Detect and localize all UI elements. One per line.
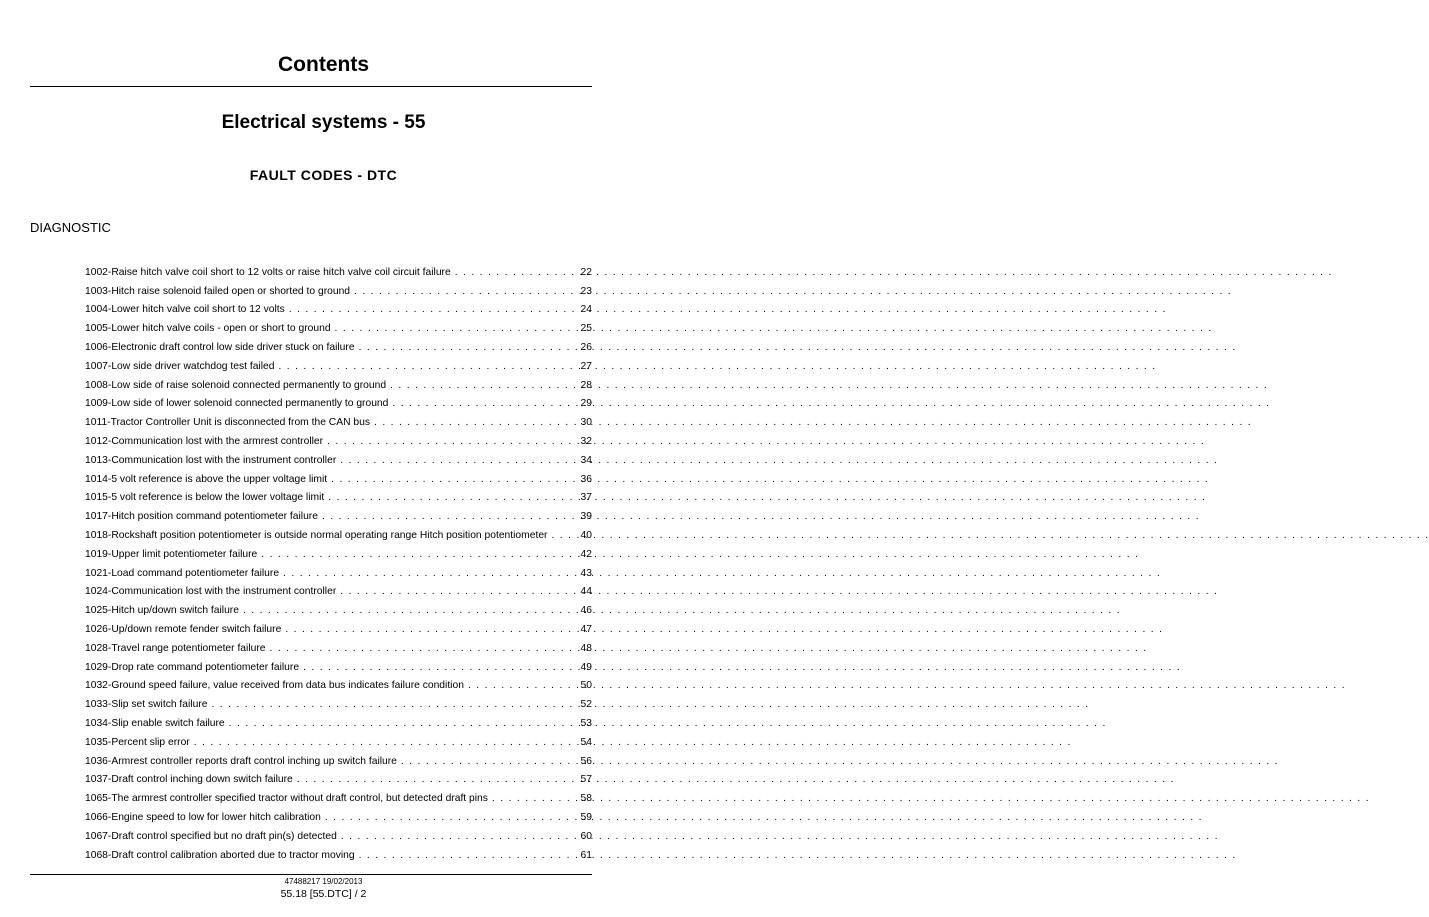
toc-entry[interactable] [85, 677, 592, 696]
toc-entry-page: 58 [580, 793, 592, 805]
toc-leader-dots [451, 267, 581, 278]
toc-entry[interactable] [85, 413, 592, 432]
toc-leader-dots [274, 361, 580, 372]
toc-leader-dots [225, 718, 581, 729]
toc-entry-page: 23 [580, 285, 592, 297]
toc-entry[interactable] [85, 620, 592, 639]
toc-entry[interactable] [85, 808, 592, 827]
toc-entry-page: 29 [580, 398, 592, 410]
toc-leader-dots [207, 699, 580, 710]
toc-entry-title: 1019-Upper limit potentiometer failure [85, 548, 258, 560]
toc-leader-dots [318, 511, 581, 522]
toc-entry-page: 61 [580, 849, 592, 861]
toc-entry-title: 1035-Percent slip error [85, 736, 190, 748]
toc-entry-page: 54 [580, 736, 592, 748]
toc-entry[interactable] [85, 338, 592, 357]
toc-entry-title: 1014-5 volt reference is above the upper voltage limit [85, 473, 328, 485]
toc-entry[interactable] [85, 526, 592, 545]
toc-entry-page: 30 [580, 417, 592, 429]
toc-leader-dots [321, 812, 581, 823]
toc-entry[interactable] [85, 564, 592, 583]
toc-entry[interactable] [85, 319, 592, 338]
toc-leader-dots [281, 624, 580, 635]
toc-entry-title: 1028-Travel range potentiometer failure [85, 642, 266, 654]
toc-entry-page: 53 [580, 718, 592, 730]
toc-entry-page: 37 [580, 492, 592, 504]
footer-document-code: 47488217 19/02/2013 [284, 877, 363, 886]
toc-entry-page: 32 [580, 436, 592, 448]
toc-leader-dots [336, 586, 580, 597]
toc-leader-dots [337, 831, 581, 842]
toc-entry-title: 1011-Tractor Controller Unit is disconnected from the CAN bus [85, 417, 370, 429]
toc-leader-dots [397, 756, 581, 767]
toc-entry-page: 24 [580, 304, 592, 316]
toc-entry-title: 1037-Draft control inching down switch failure [85, 774, 293, 786]
toc-entry-page: 57 [580, 774, 592, 786]
toc-entry-page: 50 [580, 680, 592, 692]
toc-entry[interactable] [85, 695, 592, 714]
toc-entry[interactable] [85, 507, 592, 526]
toc-leader-dots [257, 549, 580, 560]
toc-entry-title: 1067-Draft control specified but no draft pin(s) detected [85, 830, 337, 842]
toc-leader-dots [355, 342, 581, 353]
toc-entry[interactable] [85, 733, 592, 752]
toc-entry[interactable] [85, 583, 592, 602]
toc-entry-page: 59 [580, 812, 592, 823]
toc-leader-dots [190, 737, 581, 748]
toc-entry-title: 1013-Communication lost with the instrument controller [85, 454, 337, 466]
toc-entry[interactable] [85, 357, 592, 376]
toc-leader-dots [285, 304, 581, 315]
toc-entry-title: 1018-Rockshaft position potentiometer is outside normal operating range Hitch position potentiometer [85, 530, 548, 542]
toc-leader-dots [239, 605, 581, 616]
toc-entry[interactable] [85, 601, 592, 620]
toc-entry-title: 1025-Hitch up/down switch failure [85, 605, 239, 617]
toc-entry[interactable] [85, 789, 592, 808]
toc-entry-title: 1012-Communication lost with the armrest controller [85, 436, 324, 448]
toc-entry[interactable] [85, 376, 592, 395]
toc-entry-title: 1002-Raise hitch valve coil short to 12 volts or raise hitch valve coil circuit failure [85, 266, 451, 278]
toc-entry[interactable] [85, 395, 592, 414]
toc-entry-page: 60 [580, 830, 592, 842]
toc-entry-title: 1034-Slip enable switch failure [85, 718, 225, 730]
toc-entry-title: 1003-Hitch raise solenoid failed open or shorted to ground [85, 285, 351, 297]
toc-entry[interactable] [85, 432, 592, 451]
toc-entry[interactable] [85, 282, 592, 301]
toc-entry-page: 26 [580, 342, 592, 354]
category-heading: DIAGNOSTIC [30, 220, 111, 235]
toc-entry-page: 49 [580, 661, 592, 673]
toc-entry[interactable] [85, 263, 592, 282]
toc-entry[interactable] [85, 639, 592, 658]
toc-leader-dots [331, 323, 581, 334]
toc-entry-page: 42 [580, 548, 592, 560]
toc-leader-dots [355, 850, 581, 861]
toc-leader-dots [350, 286, 581, 297]
toc-entry-page: 39 [580, 511, 592, 523]
toc-leader-dots [336, 455, 580, 466]
toc-entry-page: 47 [580, 624, 592, 636]
toc-entry-title: 1017-Hitch position command potentiometer failure [85, 511, 318, 523]
toc-entry-title: 1033-Slip set switch failure [85, 699, 208, 711]
toc-entry-page: 43 [580, 567, 592, 579]
toc-entry-title: 1009-Low side of lower solenoid connected permanently to ground [85, 398, 389, 410]
toc-entry-page: 34 [580, 454, 592, 466]
toc-leader-dots [370, 417, 581, 428]
toc-entry-page: 56 [580, 755, 592, 767]
toc-entry[interactable] [85, 470, 592, 489]
toc-entry-page: 22 [580, 266, 592, 278]
toc-entry-page: 25 [580, 323, 592, 335]
toc-entry-page: 46 [580, 605, 592, 617]
toc-entry[interactable] [85, 752, 592, 771]
toc-entry-title: 1036-Armrest controller reports draft control inching up switch failure [85, 755, 397, 767]
toc-entry-title: 1008-Low side of raise solenoid connected permanently to ground [85, 379, 387, 391]
toc-entry-page: 28 [580, 379, 592, 391]
toc-leader-dots [488, 793, 581, 804]
toc-entry[interactable] [85, 846, 592, 865]
toc-entry-title: 1015-5 volt reference is below the lower voltage limit [85, 492, 325, 504]
toc-leader-dots [299, 662, 580, 673]
toc-entry-title: 1068-Draft control calibration aborted due to tractor moving [85, 849, 355, 861]
toc-leader-dots [293, 774, 581, 785]
toc-entry-title: 1006-Electronic draft control low side driver stuck on failure [85, 342, 355, 354]
toc-entry-page: 27 [580, 360, 592, 372]
toc-entry[interactable] [85, 658, 592, 677]
toc-entry-page: 40 [580, 530, 592, 542]
top-divider [30, 86, 592, 87]
toc-leader-dots [266, 643, 581, 654]
toc-entry-title: 1066-Engine speed to low for lower hitch calibration [85, 812, 321, 823]
toc-entry-page: 36 [580, 473, 592, 485]
toc-leader-dots [327, 474, 580, 485]
toc-entry-title: 1024-Communication lost with the instrument controller [85, 586, 337, 598]
toc-entry[interactable] [85, 771, 592, 790]
section-title: Electrical systems - 55 [221, 112, 426, 133]
footer-page-number: 55.18 [55.DTC] / 2 [280, 888, 367, 900]
toc-entry-title: 1029-Drop rate command potentiometer failure [85, 661, 300, 673]
page-title: Contents [278, 53, 369, 76]
toc-entry[interactable] [85, 827, 592, 846]
toc-entry-title: 1005-Lower hitch valve coils - open or short to ground [85, 323, 331, 335]
toc-leader-dots [464, 680, 581, 691]
toc-entry-page: 48 [580, 642, 592, 654]
bottom-divider [30, 874, 592, 875]
toc-entry-title: 1007-Low side driver watchdog test failed [85, 360, 275, 372]
table-of-contents [85, 263, 592, 865]
toc-entry-page: 52 [580, 699, 592, 711]
toc-entry-title: 1004-Lower hitch valve coil short to 12 volts [85, 304, 285, 316]
toc-leader-dots [279, 568, 580, 579]
toc-entry-title: 1032-Ground speed failure, value received from data bus indicates failure condition [85, 680, 464, 692]
toc-leader-dots [324, 492, 580, 503]
toc-entry[interactable] [85, 545, 592, 564]
toc-entry[interactable] [85, 451, 592, 470]
toc-leader-dots [388, 398, 580, 409]
toc-leader-dots [323, 436, 580, 447]
toc-entry-title: 1026-Up/down remote fender switch failure [85, 624, 282, 636]
toc-entry[interactable] [85, 714, 592, 733]
toc-leader-dots [547, 530, 580, 541]
toc-leader-dots [386, 380, 580, 391]
toc-entry-title: 1021-Load command potentiometer failure [85, 567, 280, 579]
toc-entry[interactable] [85, 489, 592, 508]
toc-entry-page: 44 [580, 586, 592, 598]
toc-entry-title: 1065-The armrest controller specified tractor without draft control, but detected draft pins [85, 793, 488, 805]
toc-entry[interactable] [85, 301, 592, 320]
subsection-title: FAULT CODES - DTC [249, 167, 398, 183]
